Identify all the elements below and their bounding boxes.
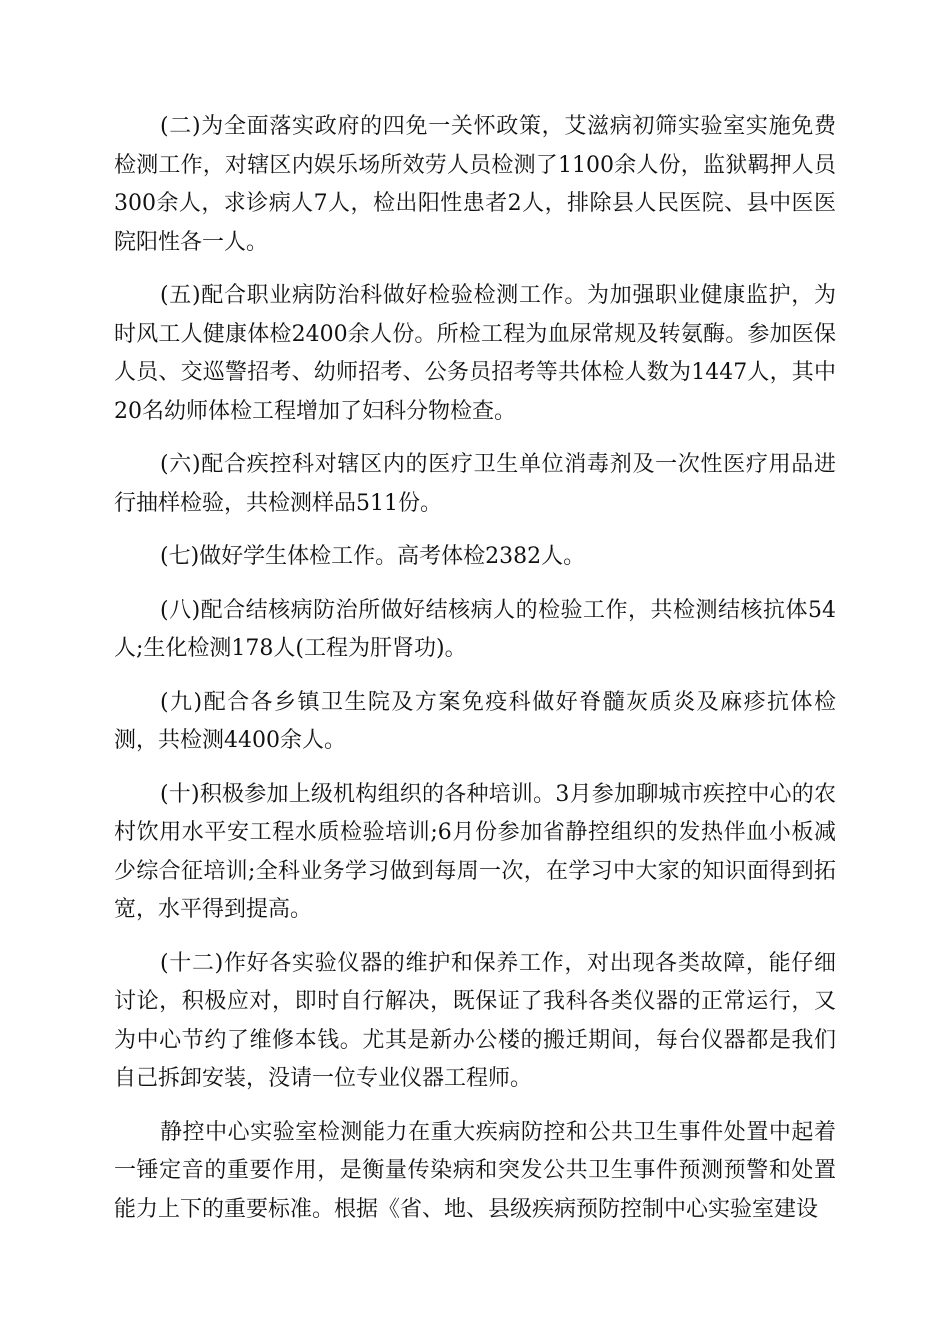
- paragraph-training: (十)积极参加上级机构组织的各种培训。3月参加聊城市疾控中心的农村饮用水平安工程水质检验培训;6月份参加省静控组织的发热伴血小板减少综合征培训;全科业务学习做到每周一次，在学习中大家的知识面得到拓宽，水平得到提高。: [114, 781, 836, 922]
- paragraph-student-exam: (七)做好学生体检工作。高考体检2382人。: [160, 544, 586, 569]
- paragraph-occupational-health: (五)配合职业病防治科做好检验检测工作。为加强职业健康监护，为时风工人健康体检2400余人份。所检工程为血尿常规及转氨酶。参加医保人员、交巡警招考、幼师招考、公务员招考等共体检人数为1447人，其中20名幼师体检工程增加了妇科分物检查。: [114, 283, 836, 424]
- paragraph-tuberculosis: (八)配合结核病防治所做好结核病人的检验工作，共检测结核抗体54人;生化检测178人(工程为肝肾功)。: [114, 597, 836, 661]
- paragraph-lab-capacity: 静控中心实验室检测能力在重大疾病防控和公共卫生事件处置中起着一锤定音的重要作用，是衡量传染病和突发公共卫生事件预测预警和处置能力上下的重要标准。根据《省、地、县级疾病预防控制中心实验室建设: [114, 1119, 836, 1222]
- document-body: [114, 108, 836, 1244]
- paragraph-instrument-maintenance: (十二)作好各实验仪器的维护和保养工作，对出现各类故障，能仔细讨论，积极应对，即时自行解决，既保证了我科各类仪器的正常运行，又为中心节约了维修本钱。尤其是新办公楼的搬迁期间，每台仪器都是我们自己拆卸安装，没请一位专业仪器工程师。: [114, 950, 836, 1091]
- paragraph-hiv-screening: (二)为全面落实政府的四免一关怀政策，艾滋病初筛实验室实施免费检测工作，对辖区内娱乐场所效劳人员检测了1100余人份，监狱羁押人员300余人，求诊病人7人，检出阳性患者2人，排除县人民医院、县中医医院阳性各一人。: [114, 114, 836, 255]
- paragraph-disinfectant-testing: (六)配合疾控科对辖区内的医疗卫生单位消毒剂及一次性医疗用品进行抽样检验，共检测样品511份。: [114, 452, 836, 516]
- paragraph-polio-measles: (九)配合各乡镇卫生院及方案免疫科做好脊髓灰质炎及麻疹抗体检测，共检测4400余人。: [114, 689, 836, 753]
